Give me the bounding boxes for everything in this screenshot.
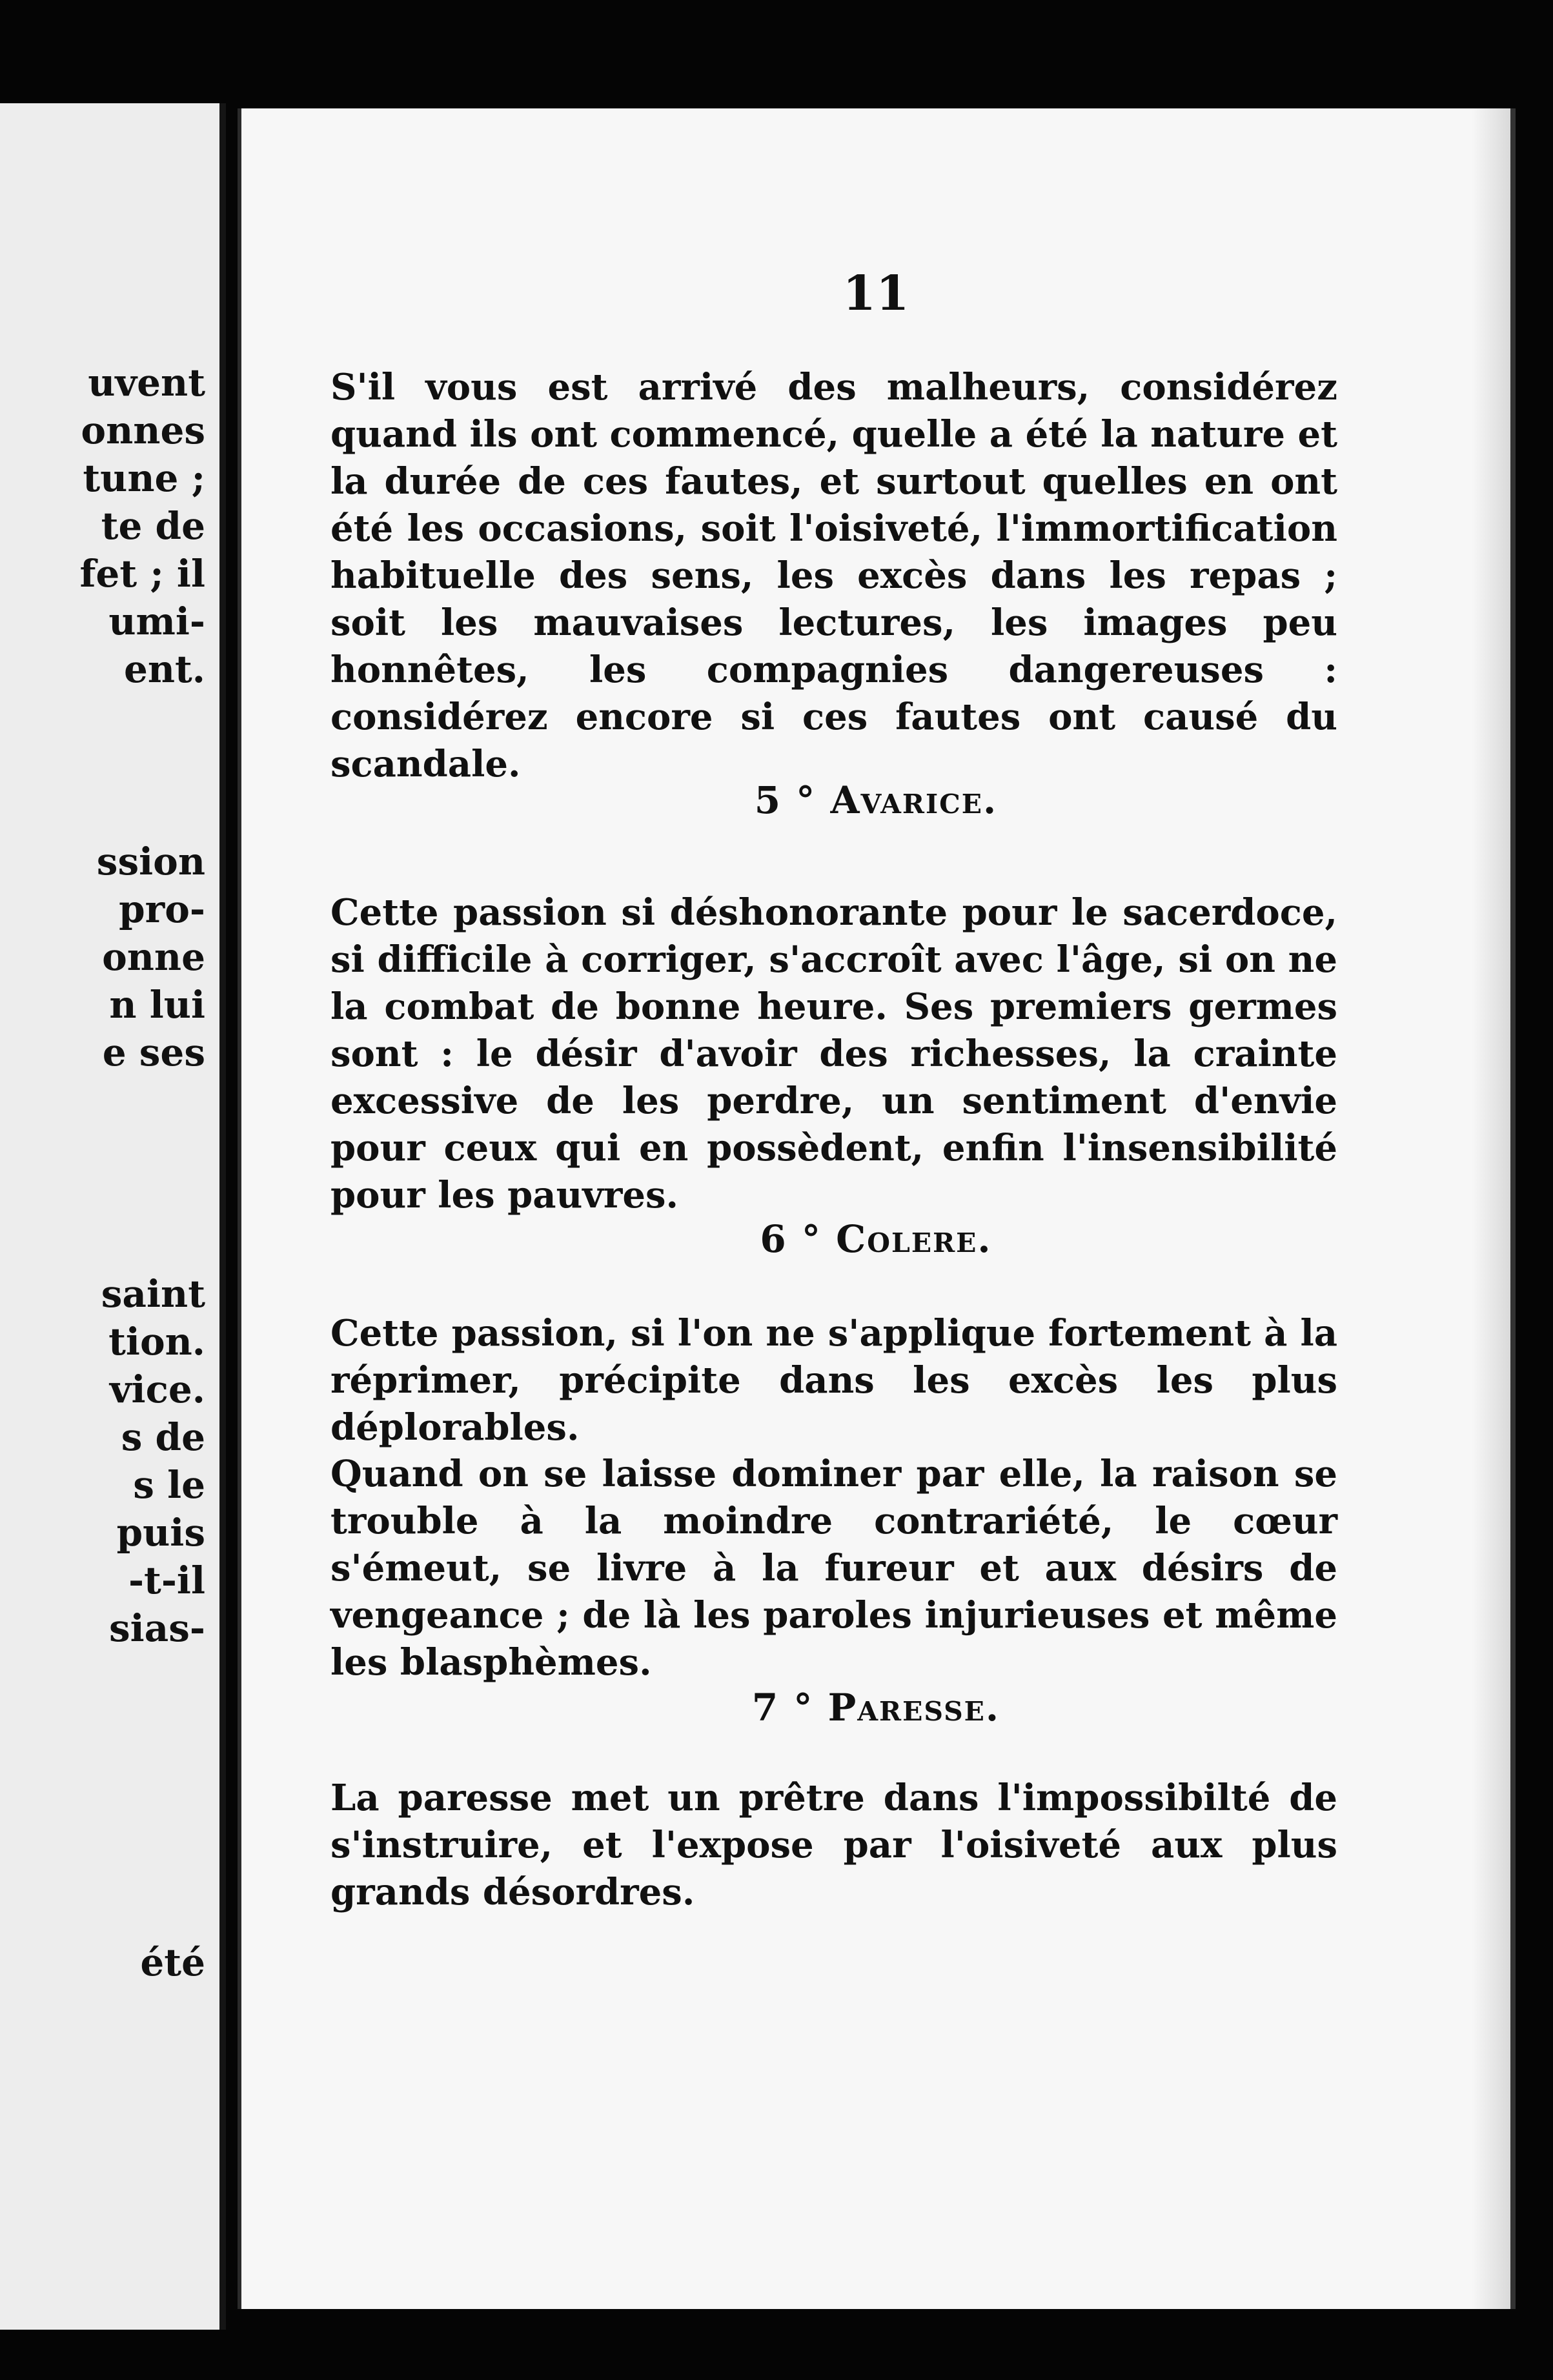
left-fragment-group-1	[79, 359, 205, 693]
left-fragment-line: sias-	[109, 1606, 205, 1650]
left-fragment-line: puis	[116, 1511, 205, 1555]
left-fragment-line: umi-	[108, 600, 205, 643]
paragraph-avarice: Cette passion si déshonorante pour le sacerdoce, si difficile à corriger, s'accroît avec l'âge, si on ne la combat de bonne heure. Ses premiers germes sont : le désir d'avoir des richesses, la crainte excessive de les perdre, un sentiment d'envie pour ceux qui en possèdent, enfin l'insensibilité pour les pauvres.	[330, 891, 1337, 1216]
left-fragment-line: pro-	[119, 887, 205, 931]
left-fragment-line: -t-il	[128, 1558, 205, 1602]
left-fragment-line: uvent	[88, 361, 205, 405]
left-fragment-line: e ses	[102, 1031, 205, 1074]
paragraph-colere-2: Quand on se laisse dominer par elle, la raison se trouble à la moindre contrariété, le cœur s'émeut, se livre à la fureur et aux désirs de vengeance ; de là les paroles injurieuses et même les blasphèmes.	[330, 1453, 1337, 1684]
left-fragment-line: onnes	[81, 408, 205, 452]
left-fragment-line: tune ;	[83, 456, 205, 500]
left-fragment-line: été	[140, 1941, 205, 1984]
left-fragment-line: tion.	[108, 1320, 205, 1364]
paragraph-malheurs: S'il vous est arrivé des malheurs, considérez quand ils ont commencé, quelle a été la nature et la durée de ces fautes, et surtout quelles en ont été les occasions, soit l'oisiveté, l'immortification habituelle des sens, les excès dans les repas ; soit les mauvaises lectures, les images peu honnêtes, les compagnies dangereuses : considérez encore si ces fautes ont causé du scandale.	[330, 366, 1337, 785]
left-fragment-line: n lui	[109, 983, 205, 1027]
heading-colere: 6 ° Colere.	[760, 1217, 992, 1261]
left-fragment-line: te de	[101, 504, 205, 548]
left-fragment-group-2	[97, 838, 205, 1076]
left-fragment-line: ent.	[123, 647, 205, 691]
heading-paresse: 7 ° Paresse.	[751, 1686, 1000, 1730]
left-fragment-line: saint	[101, 1272, 205, 1316]
page-number: 11	[842, 266, 909, 321]
book-page	[238, 108, 1516, 2309]
heading-avarice: 5 ° Avarice.	[754, 778, 998, 822]
paragraph-paresse: La paresse met un prêtre dans l'impossibilté de s'instruire, et l'expose par l'oisiveté aux plus grands désordres.	[330, 1777, 1337, 1913]
left-fragment-line: onne	[102, 935, 205, 979]
left-fragment-group-4	[140, 1939, 205, 1986]
paragraph-colere-1: Cette passion, si l'on ne s'applique fortement à la réprimer, précipite dans les excès les plus déplorables.	[330, 1312, 1337, 1449]
left-fragment-line: s de	[121, 1415, 205, 1459]
left-fragment-line: vice.	[109, 1367, 205, 1411]
left-fragment-group-3	[101, 1270, 205, 1652]
left-fragment-line: ssion	[96, 840, 205, 883]
left-fragment-line: s le	[133, 1463, 205, 1507]
left-fragment-line: fet ; il	[79, 552, 205, 596]
facing-page-edge	[0, 103, 226, 2330]
